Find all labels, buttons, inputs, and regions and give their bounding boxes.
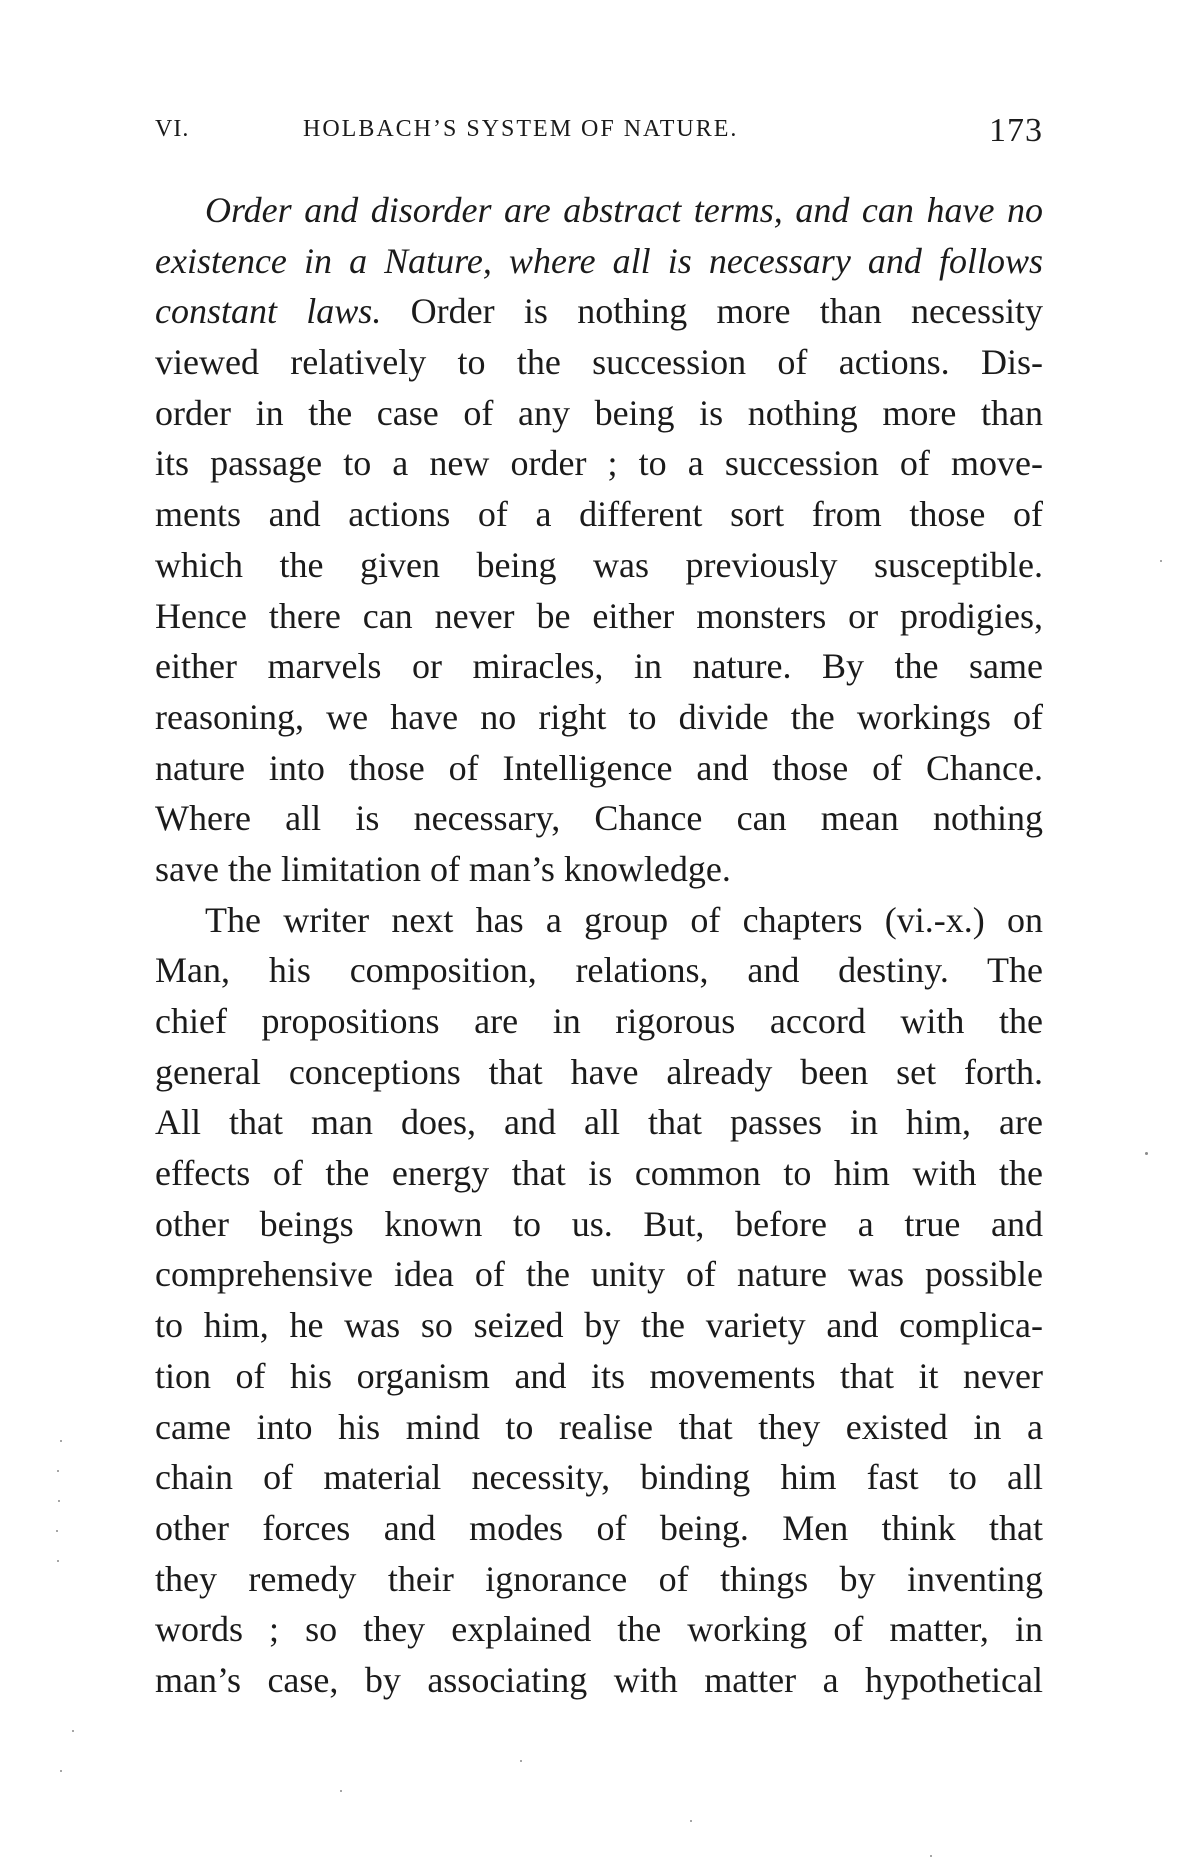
scan-speck — [60, 1440, 62, 1442]
text-line — [155, 996, 1043, 1047]
italic-text: constant laws. — [155, 291, 382, 332]
text-run: chain of material necessity, binding him fast to all — [155, 1457, 1043, 1498]
text-line — [155, 1452, 1043, 1503]
text-line — [155, 1351, 1043, 1402]
running-head — [155, 112, 1043, 152]
text-run: All that man does, and all that passes in him, are — [155, 1102, 1043, 1143]
text-line — [155, 388, 1043, 439]
text-line — [155, 1148, 1043, 1199]
text-run: chief propositions are in rigorous accord with the — [155, 1001, 1043, 1041]
italic-text: Order and disorder are abstract terms, and can have no — [205, 190, 1043, 230]
text-line — [155, 1300, 1043, 1351]
text-line — [155, 286, 1043, 337]
text-run: its passage to a new order ; to a succession of move- — [155, 443, 1043, 484]
text-run: came into his mind to realise that they existed in a — [155, 1406, 1043, 1447]
text-run: save the limitation of man’s knowledge. — [155, 848, 731, 889]
scan-speck — [56, 1530, 58, 1532]
paragraph — [155, 895, 1043, 1706]
paragraph — [155, 185, 1043, 895]
scan-speck — [1145, 1152, 1148, 1155]
text-run: comprehensive idea of the unity of nature was possible — [155, 1254, 1043, 1295]
text-line — [155, 438, 1043, 489]
text-run: other forces and modes of being. Men think that — [155, 1507, 1043, 1548]
text-line — [155, 591, 1043, 642]
text-line — [155, 540, 1043, 591]
text-run: ments and actions of a different sort from those of — [155, 494, 1043, 535]
chapter-number: VI. — [155, 116, 190, 142]
text-run: Man, his composition, relations, and destiny. The — [155, 950, 1043, 991]
text-run: man’s case, by associating with matter a hypothetical — [155, 1659, 1043, 1700]
text-line — [155, 489, 1043, 540]
scan-speck — [930, 1855, 932, 1857]
scan-speck — [58, 1500, 60, 1502]
text-line — [155, 1604, 1043, 1655]
text-line — [155, 337, 1043, 388]
text-run: which the given being was previously susceptible. — [155, 544, 1043, 585]
text-run: nature into those of Intelligence and those of Chance. — [155, 747, 1043, 788]
page-number: 173 — [989, 112, 1043, 149]
text-line — [155, 844, 1043, 895]
text-run: effects of the energy that is common to him with the — [155, 1153, 1043, 1194]
text-line — [155, 185, 1043, 236]
body-text — [155, 185, 1043, 1706]
scan-speck — [520, 1760, 522, 1762]
text-line — [155, 895, 1043, 946]
scan-speck — [340, 1790, 342, 1792]
scan-speck — [57, 1560, 59, 1562]
text-run: viewed relatively to the succession of actions. Dis- — [155, 342, 1043, 383]
text-line — [155, 945, 1043, 996]
scan-speck — [60, 1770, 62, 1772]
text-run: Hence there can never be either monsters or prodigies, — [155, 595, 1043, 636]
scan-speck — [1160, 560, 1162, 562]
text-line — [155, 641, 1043, 692]
scan-speck — [57, 1470, 59, 1472]
text-line — [155, 743, 1043, 794]
text-line — [155, 1097, 1043, 1148]
scan-speck — [690, 1820, 692, 1822]
text-run: The writer next has a group of chapters (vi.-x.) on — [205, 899, 1043, 940]
text-line — [155, 1554, 1043, 1605]
text-run: Order is nothing more than necessity — [381, 291, 1043, 332]
scan-speck — [72, 1730, 74, 1732]
text-run: other beings known to us. But, before a true and — [155, 1203, 1043, 1244]
text-run: to him, he was so seized by the variety and complica- — [155, 1305, 1043, 1346]
text-line — [155, 1199, 1043, 1250]
italic-text: existence in a Nature, where all is necessary and follows — [155, 240, 1043, 281]
running-title: HOLBACH’S SYSTEM OF NATURE. — [303, 116, 739, 142]
text-run: general conceptions that have already been set forth. — [155, 1051, 1043, 1092]
text-line — [155, 1655, 1043, 1706]
text-run: tion of his organism and its movements that it never — [155, 1355, 1043, 1396]
text-line — [155, 692, 1043, 743]
text-line — [155, 1047, 1043, 1098]
text-line — [155, 1503, 1043, 1554]
text-run: words ; so they explained the working of matter, in — [155, 1609, 1043, 1650]
text-run: order in the case of any being is nothing more than — [155, 392, 1043, 433]
text-run: either marvels or miracles, in nature. By the same — [155, 646, 1043, 687]
text-line — [155, 1249, 1043, 1300]
text-run: reasoning, we have no right to divide the workings of — [155, 696, 1043, 737]
text-line — [155, 1402, 1043, 1453]
text-run: they remedy their ignorance of things by inventing — [155, 1558, 1043, 1599]
text-run: Where all is necessary, Chance can mean nothing — [155, 798, 1043, 839]
text-line — [155, 236, 1043, 287]
text-line — [155, 793, 1043, 844]
